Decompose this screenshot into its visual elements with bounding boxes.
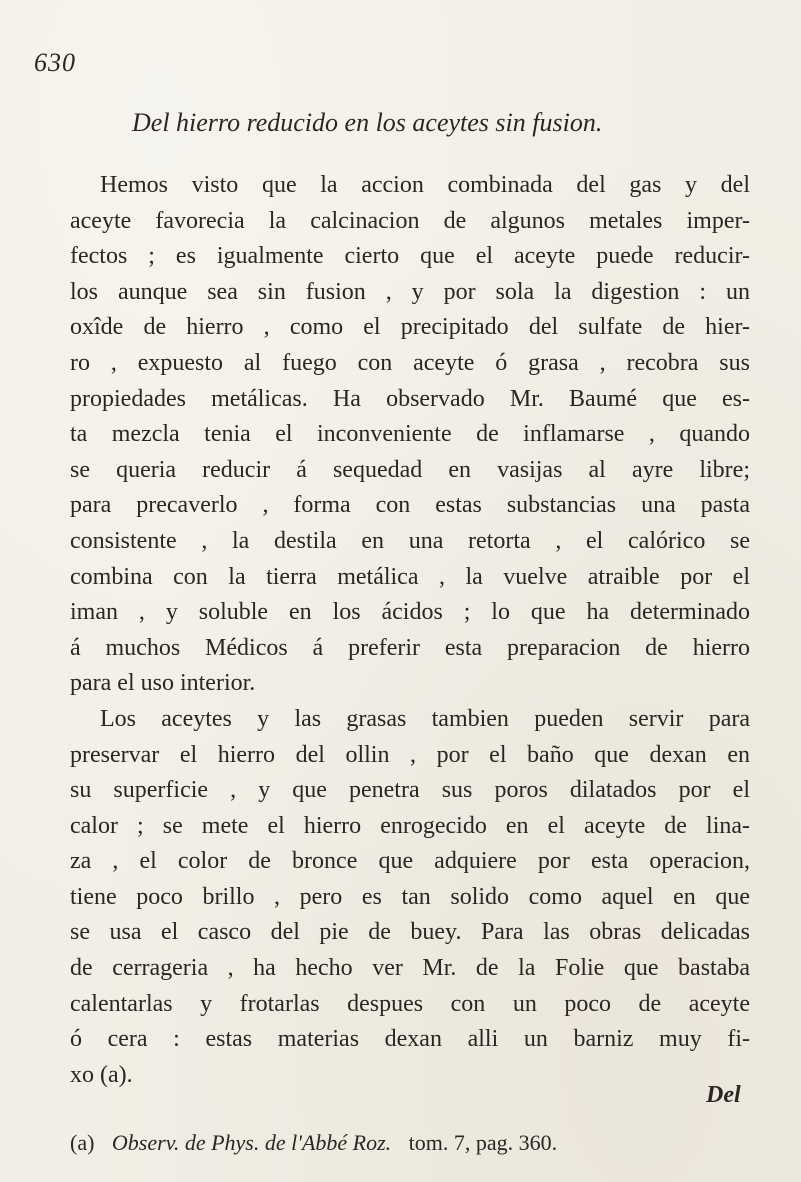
text-line: Los aceytes y las grasas tambien pueden servir para [100,705,750,732]
text-line: para el uso interior. [70,670,256,697]
text-line: tiene poco brillo , pero es tan solido como aquel en que [70,883,750,910]
footnote [70,1130,557,1156]
text-line: iman , y soluble en los ácidos ; lo que ha determinado [70,599,750,626]
footnote-reference: tom. 7, pag. 360. [408,1130,558,1155]
text-line: fectos ; es igualmente cierto que el aceyte puede reducir- [70,243,750,270]
text-line: calor ; se mete el hierro enrogecido en el aceyte de lina- [70,812,750,839]
text-line: se usa el casco del pie de buey. Para las obras delicadas [70,919,750,946]
text-line: los aunque sea sin fusion , y por sola la digestion : un [70,278,750,305]
text-line: consistente , la destila en una retorta , el calórico se [70,527,750,554]
footnote-marker: (a) [70,1130,95,1155]
paragraph-1 [70,168,750,702]
text-line: ta mezcla tenia el inconveniente de inflamarse , quando [70,421,750,448]
text-line: combina con la tierra metálica , la vuelve atraible por el [70,563,750,590]
footnote-citation: Observ. de Phys. de l'Abbé Roz. [111,1130,392,1155]
page-number: 630 [34,48,76,77]
text-line: za , el color de bronce que adquiere por esta operacion, [70,848,750,875]
section-heading: Del hierro reducido en los aceytes sin fusion. [132,108,603,137]
text-line: preservar el hierro del ollin , por el baño que dexan en [70,741,750,768]
text-line: xo (a). [70,1061,133,1088]
text-line: Hemos visto que la accion combinada del gas y del [100,172,750,198]
text-line: su superficie , y que penetra sus poros dilatados por el [70,777,750,804]
text-line: se queria reducir á sequedad en vasijas al ayre libre; [70,456,750,483]
text-line: aceyte favorecia la calcinacion de algunos metales imper- [70,207,750,234]
text-line: de cerrageria , ha hecho ver Mr. de la Folie que bastaba [70,955,750,982]
body-text [70,168,750,1093]
catchword: Del [706,1082,741,1108]
text-line: para precaverlo , forma con estas substancias una pasta [70,492,750,519]
paragraph-2 [70,702,750,1094]
text-line: oxîde de hierro , como el precipitado del sulfate de hier- [70,314,750,341]
text-line: propiedades metálicas. Ha observado Mr. Baumé que es- [70,385,750,412]
text-line: ó cera : estas materias dexan alli un barniz muy fi- [70,1026,750,1053]
text-line: calentarlas y frotarlas despues con un poco de aceyte [70,990,750,1017]
text-line: ro , expuesto al fuego con aceyte ó grasa , recobra sus [70,349,750,376]
text-line: á muchos Médicos á preferir esta preparacion de hierro [70,634,750,661]
